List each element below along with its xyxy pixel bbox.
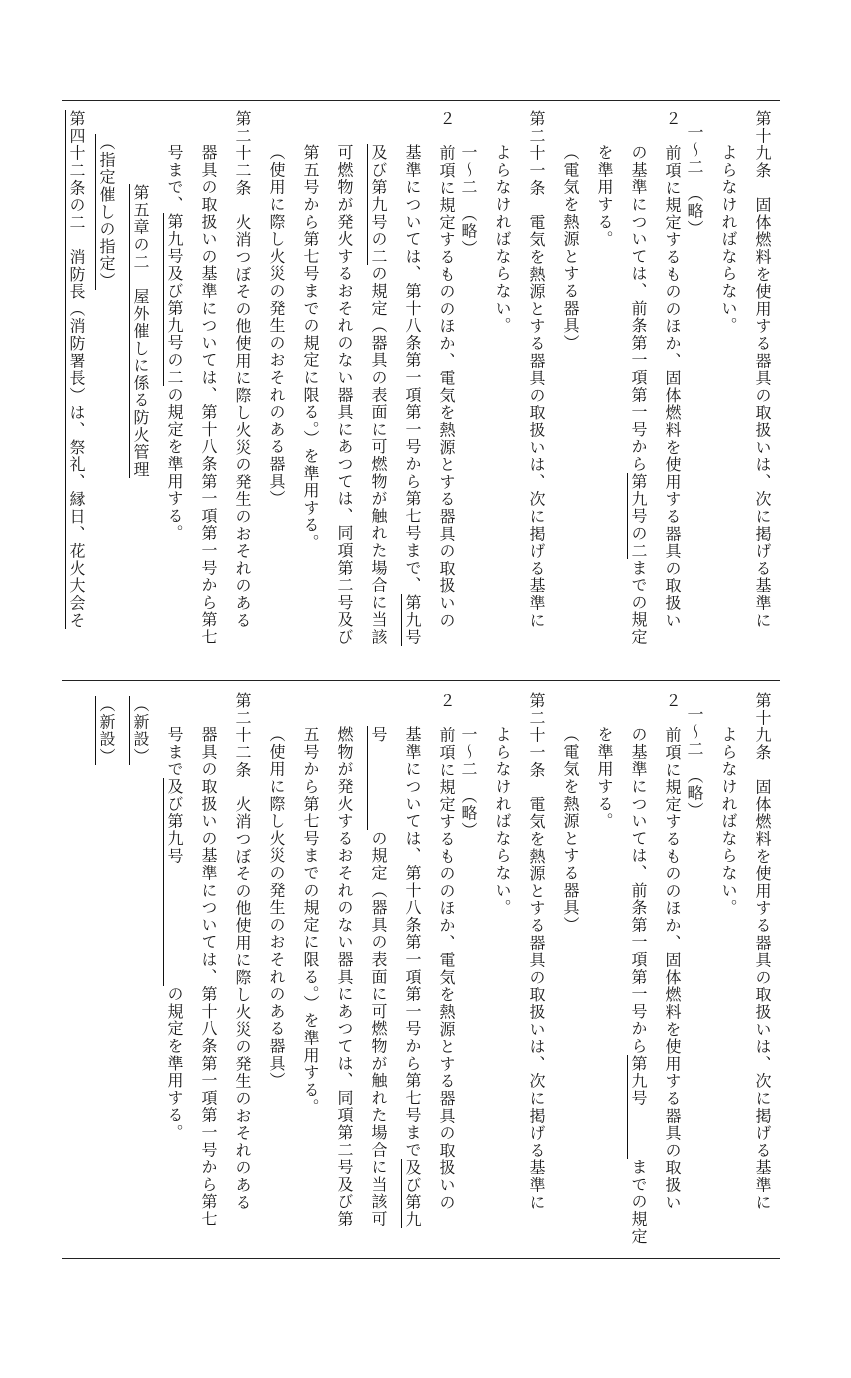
bottom-line-11: ２ 前項に規定するもののほか、電気を熱源とする器具の取扱いの — [437, 692, 456, 1211]
top-line-14: 可燃物が発火するおそれのない器具にあつては、同項第二号及び — [335, 144, 354, 646]
top-line-18: 器具の取扱いの基準については、第十八条第一項第一号から第七 — [199, 144, 218, 646]
top-line-15: 第五号から第七号までの規定に限る。）を準用する。 — [301, 144, 320, 552]
current-text-panel — [62, 686, 780, 1254]
top-line-7: （電気を熱源とする器具） — [561, 144, 580, 352]
new-provision-label-1: （新設） — [131, 696, 150, 766]
top-line-12: 基準については、第十八条第一項第一号から第七号まで、第九号 — [403, 144, 422, 646]
top-line-5: の基準については、前条第一項第一号から第九号の二までの規定 — [629, 144, 648, 646]
bottom-line-14: 燃物が発火するおそれのない器具にあつては、同項第二号及び第 — [335, 726, 354, 1228]
top-line-3: 一～二 （略） — [685, 124, 704, 238]
designated-event-heading: （指定催しの指定） — [97, 134, 116, 290]
top-line-10: 一～二 （略） — [459, 144, 478, 258]
bottom-line-9: よらなければならない。 — [493, 726, 512, 917]
new-provision-label-2: （新設） — [97, 696, 116, 766]
bottom-line-4: ２ 前項に規定するもののほか、固体燃料を使用する器具の取扱い — [663, 692, 682, 1211]
bottom-line-17: 第二十二条 火消つぼその他使用に際し火災の発生のおそれのある — [233, 692, 252, 1211]
bottom-line-8: 第二十一条 電気を熱源とする器具の取扱いは、次に掲げる基準に — [527, 692, 546, 1211]
bottom-line-10: 一～二 （略） — [459, 726, 478, 840]
bottom-line-6: を準用する。 — [595, 726, 614, 830]
top-line-16: （使用に際し火災の発生のおそれのある器具） — [267, 144, 286, 508]
revised-text-panel — [62, 104, 780, 674]
middle-rule — [62, 680, 780, 681]
bottom-line-1: 第十九条 固体燃料を使用する器具の取扱いは、次に掲げる基準に — [753, 692, 772, 1211]
top-line-9: よらなければならない。 — [493, 144, 512, 335]
top-line-4: ２ 前項に規定するもののほか、固体燃料を使用する器具の取扱い — [663, 110, 682, 629]
top-line-22: 第四十二条の二 消防長（消防署長）は、祭礼、縁日、花火大会そ — [67, 110, 86, 629]
top-line-1: 第十九条 固体燃料を使用する器具の取扱いは、次に掲げる基準に — [753, 110, 772, 629]
bottom-rule — [62, 1258, 780, 1259]
bottom-line-18: 器具の取扱いの基準については、第十八条第一項第一号から第七 — [199, 726, 218, 1228]
bottom-line-13: 号 の規定（器具の表面に可燃物が触れた場合に当該可 — [369, 726, 388, 1228]
bottom-line-2: よらなければならない。 — [719, 726, 738, 917]
top-line-11: ２ 前項に規定するもののほか、電気を熱源とする器具の取扱いの — [437, 110, 456, 629]
bottom-line-7: （電気を熱源とする器具） — [561, 726, 580, 934]
top-line-17: 第二十二条 火消つぼその他使用に際し火災の発生のおそれのある — [233, 110, 252, 629]
top-line-8: 第二十一条 電気を熱源とする器具の取扱いは、次に掲げる基準に — [527, 110, 546, 629]
top-line-6: を準用する。 — [595, 144, 614, 248]
top-line-19: 号まで、第九号及び第九号の二の規定を準用する。 — [165, 144, 184, 542]
bottom-line-15: 五号から第七号までの規定に限る。）を準用する。 — [301, 726, 320, 1116]
bottom-line-16: （使用に際し火災の発生のおそれのある器具） — [267, 726, 286, 1090]
bottom-line-19: 号まで及び第九号 の規定を準用する。 — [165, 726, 184, 1142]
bottom-line-5: の基準については、前条第一項第一号から第九号 までの規定 — [629, 726, 648, 1246]
chapter-heading: 第五章の二 屋外催しに係る防火管理 — [131, 184, 150, 479]
top-line-13: 及び第九号の二の規定（器具の表面に可燃物が触れた場合に当該 — [369, 144, 388, 646]
top-rule — [62, 100, 780, 101]
bottom-line-3: 一～二 （略） — [685, 706, 704, 820]
bottom-line-12: 基準については、第十八条第一項第一号から第七号まで及び第九 — [403, 726, 422, 1228]
top-line-2: よらなければならない。 — [719, 144, 738, 335]
